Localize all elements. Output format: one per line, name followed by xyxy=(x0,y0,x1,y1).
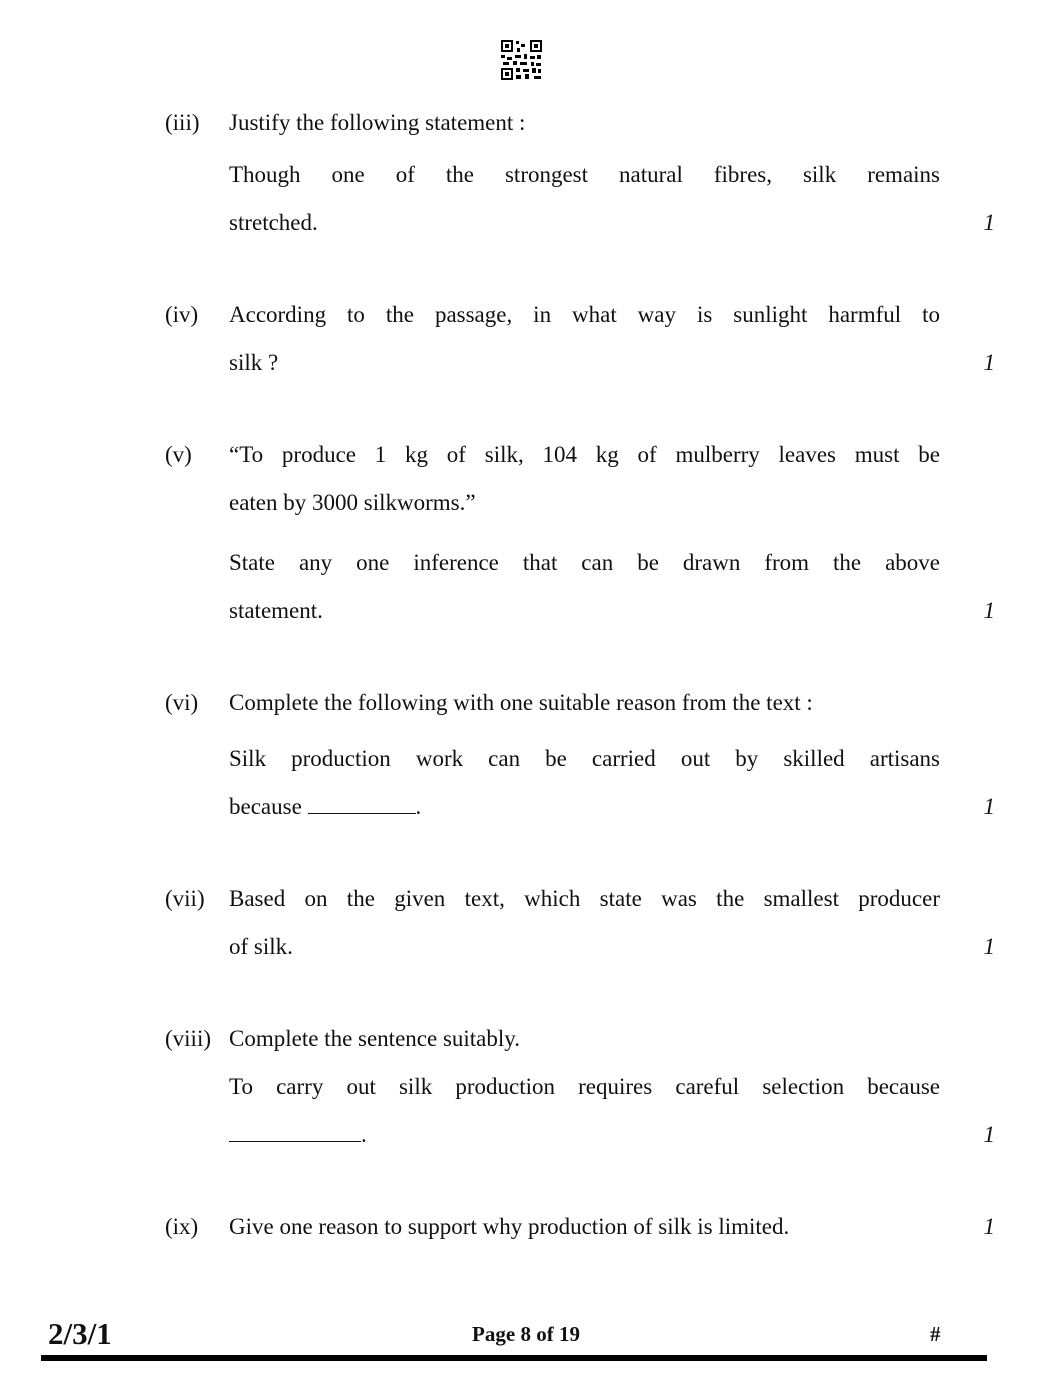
question-text: Complete the following with one suitable reason from the text : xyxy=(229,690,813,715)
question-text: . xyxy=(361,1122,367,1147)
question-text: because xyxy=(229,794,302,819)
marks: 1 xyxy=(983,210,995,235)
question-number: (vi) xyxy=(165,690,199,715)
question-number: (iv) xyxy=(165,302,199,327)
question-text: Justify the following statement : xyxy=(229,110,526,135)
question-text: To carry out silk production requires careful selection because xyxy=(229,1074,940,1099)
question-text: statement. xyxy=(229,598,323,623)
footer-divider xyxy=(41,1355,987,1361)
hash-mark: # xyxy=(930,1322,941,1346)
question-text: . xyxy=(415,794,422,819)
question-number: (v) xyxy=(165,442,192,467)
paper-code: 2/3/1 xyxy=(48,1316,112,1351)
marks: 1 xyxy=(983,350,995,375)
marks: 1 xyxy=(983,934,995,959)
question-text: State any one inference that can be drawn from the above xyxy=(229,550,940,575)
question-text: Silk production work can be carried out by skilled artisans xyxy=(229,746,940,771)
question-text-fill-in xyxy=(229,1122,940,1148)
question-text: According to the passage, in what way is sunlight harmful to xyxy=(229,302,940,327)
marks: 1 xyxy=(983,1122,995,1147)
question-text: Complete the sentence suitably. xyxy=(229,1026,521,1051)
qr-code-icon xyxy=(501,40,542,80)
page-number: Page 8 of 19 xyxy=(472,1322,580,1346)
marks: 1 xyxy=(983,1214,995,1239)
answer-blank xyxy=(229,1123,361,1142)
answer-blank xyxy=(308,795,416,814)
question-number: (vii) xyxy=(165,886,205,911)
question-text: of silk. xyxy=(229,934,293,959)
marks: 1 xyxy=(983,794,995,819)
question-number: (iii) xyxy=(165,110,200,135)
marks: 1 xyxy=(983,598,995,623)
question-number: (ix) xyxy=(165,1214,199,1239)
question-text-fill-in xyxy=(229,794,940,820)
question-text: “To produce 1 kg of silk, 104 kg of mulberry leaves must be xyxy=(229,442,940,467)
question-number: (viii) xyxy=(165,1026,211,1051)
question-text: silk ? xyxy=(229,350,279,375)
question-text: eaten by 3000 silkworms.” xyxy=(229,490,476,515)
question-text: stretched. xyxy=(229,210,318,235)
question-text: Though one of the strongest natural fibres, silk remains xyxy=(229,162,940,187)
question-text: Give one reason to support why production of silk is limited. xyxy=(229,1214,790,1239)
question-text: Based on the given text, which state was the smallest producer xyxy=(229,886,940,911)
